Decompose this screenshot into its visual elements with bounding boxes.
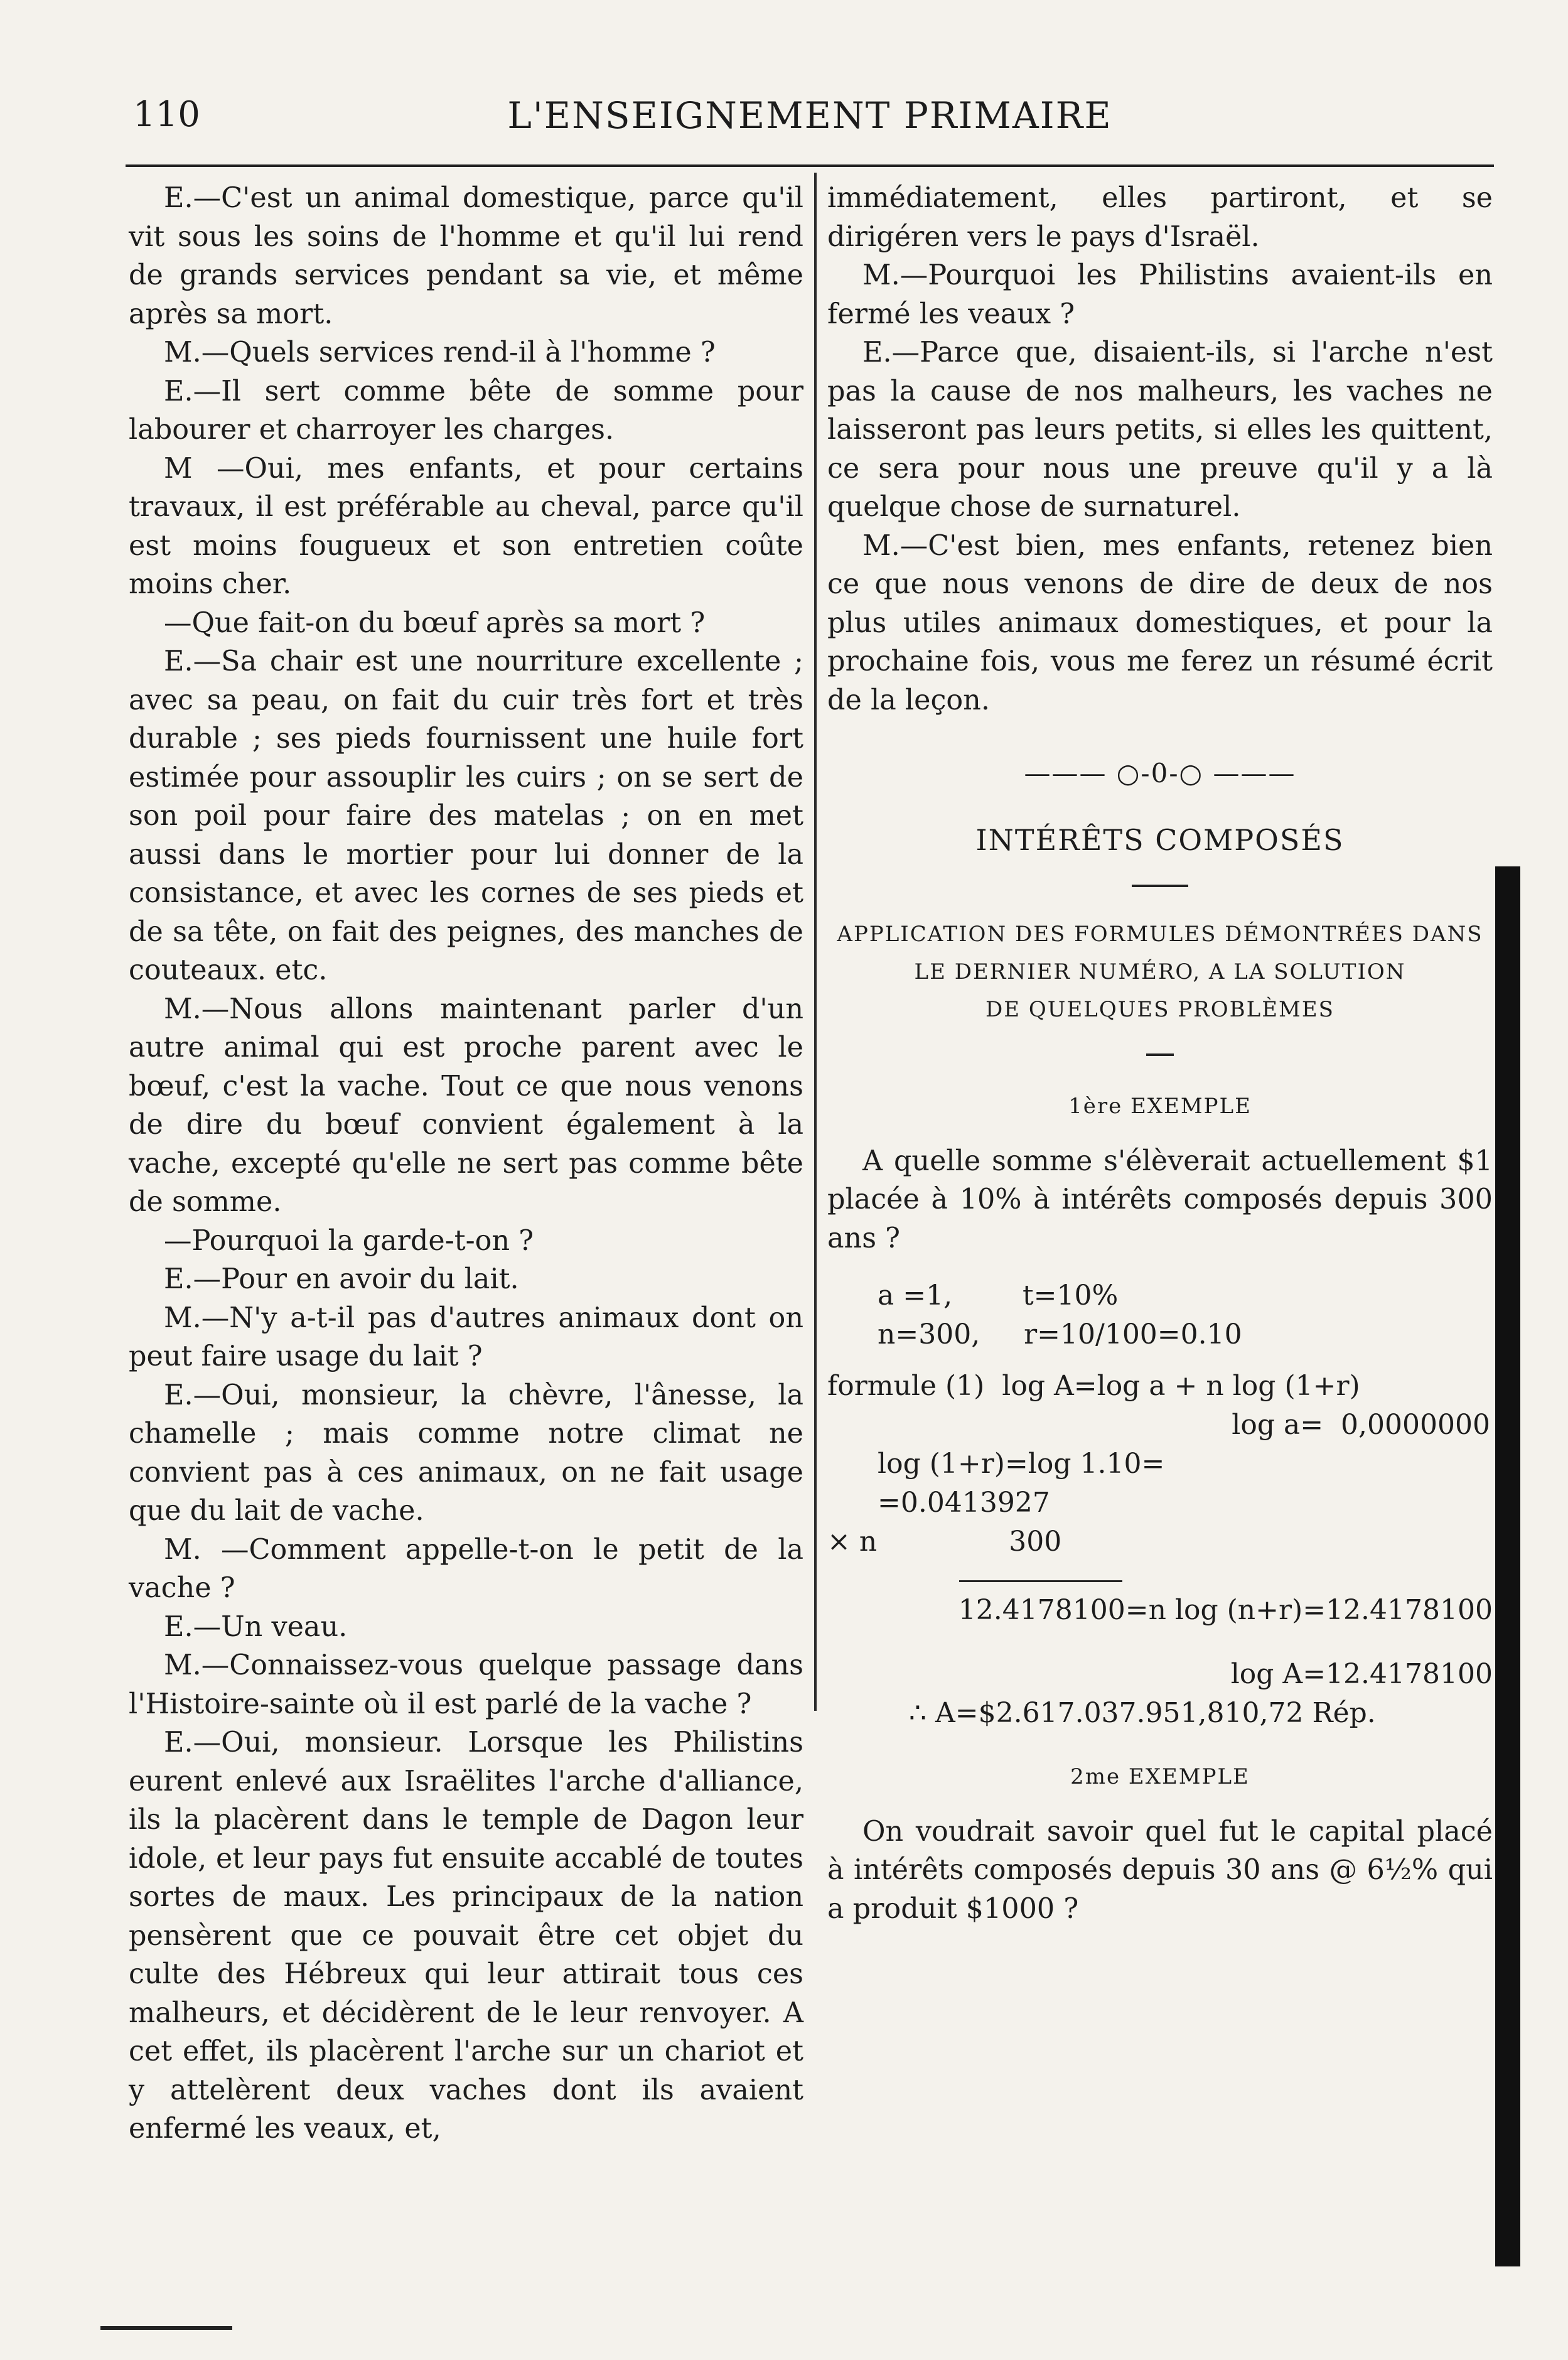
paragraph: M.—Pourquoi les Philistins avaient-ils en fermé les veaux ?: [827, 259, 1493, 330]
header-rule: [126, 164, 1494, 167]
subtitle-line: DE QUELQUES PROBLÈMES: [985, 997, 1334, 1022]
times-n-label: × n: [827, 1526, 878, 1558]
page-number: 110: [133, 94, 200, 135]
section-subtitle: [827, 915, 1493, 1028]
paragraph: E.—Pour en avoir du lait.: [164, 1263, 519, 1295]
paragraph: M.—Nous allons maintenant parler d'un autre animal qui est proche parent avec le bœuf, c'est la vache. Tout ce que nous venons de dire du bœuf convient également à la vache, excepté qu'elle ne sert pas comme bête de somme.: [129, 993, 803, 1218]
times-n-row: [827, 1522, 1493, 1561]
paragraph: E.—C'est un animal domestique, parce qu'il vit sous les soins de l'homme et qu'il lui rend de grands services pendant sa vie, et même après sa mort.: [129, 182, 803, 330]
subtitle-rule: [1146, 1053, 1174, 1056]
paragraph: E.—Oui, monsieur. Lorsque les Philistins eurent enlevé aux Israëlites l'arche d'alliance, ils la placèrent dans le temple de Dagon leur idole, et leur pays fut ensuite accablé de toutes sortes de maux. Les principaux de la nation pensèrent que ce pouvait être cet objet du culte des Hébreux qui leur attirait tous ces malheurs, et décidèrent de le leur renvoyer. A cet effet, ils placèrent l'arche sur un chariot et y attelèrent deux vaches dont ils avaient enfermé les veaux, et,: [129, 1727, 803, 2145]
example-2-title: 2me EXEMPLE: [1070, 1764, 1250, 1789]
footer-rule: [100, 2326, 232, 2330]
subtitle-line: APPLICATION DES FORMULES DÉMONTRÉES DANS: [837, 922, 1483, 947]
log-a: log a= 0,0000000: [1232, 1409, 1490, 1441]
times-n-value: 300: [1009, 1526, 1062, 1558]
example-2-problem: On voudrait savoir quel fut le capital placé à intérêts composés depuis 30 ans @ 6½% qui a produit $1000 ?: [827, 1815, 1493, 1925]
answer: ∴ A=$2.617.037.951,810,72 Rép.: [909, 1697, 1376, 1729]
formula: formule (1) log A=log a + n log (1+r): [827, 1370, 1360, 1402]
section-ornament: ——— ○-0-○ ———: [1024, 758, 1296, 789]
given-values: n=300, r=10/100=0.10: [878, 1318, 1242, 1350]
sum-rule: [959, 1561, 1122, 1582]
example-1-calculation: [827, 1276, 1493, 1733]
running-title: L'ENSEIGNEMENT PRIMAIRE: [507, 94, 1112, 137]
section-title: INTÉRÊTS COMPOSÉS: [975, 822, 1345, 857]
paragraph: —Que fait-on du bœuf après sa mort ?: [164, 606, 706, 639]
log-one-plus-r: log (1+r)=log 1.10=: [878, 1448, 1165, 1480]
subtitle-line: LE DERNIER NUMÉRO, A LA SOLUTION: [914, 959, 1406, 984]
product-line: 12.4178100=n log (n+r)=12.4178100: [958, 1594, 1493, 1626]
left-column: [129, 179, 803, 2148]
paragraph: M. —Comment appelle-t-on le petit de la vache ?: [129, 1533, 803, 1604]
paragraph-continuation: immédiatement, elles partiront, et se dirigéren vers le pays d'Israël.: [827, 182, 1493, 253]
page-header: [126, 82, 1494, 144]
example-1-title: 1ère EXEMPLE: [1068, 1094, 1252, 1119]
paragraph: M.—C'est bien, mes enfants, retenez bien ce que nous venons de dire de deux de nos plus utiles animaux domestiques, et pour la prochaine fois, vous me ferez un résumé écrit de la leçon.: [827, 529, 1493, 716]
paragraph: M —Oui, mes enfants, et pour certains travaux, il est préférable au cheval, parce qu'il est moins fougueux et son entretien coûte moins cher.: [129, 452, 803, 600]
paragraph: E.—Sa chair est une nourriture excellente ; avec sa peau, on fait du cuir très fort et très durable ; ses pieds fournissent une huile fort estimée pour assouplir les cuirs ; on se sert de son poil pour faire des matelas ; on en met aussi dans le mortier pour lui donner de la consistance, et avec les cornes de ses pieds et de sa tête, on fait des peignes, des manches de couteaux. etc.: [129, 645, 803, 986]
paragraph: E.—Un veau.: [164, 1610, 348, 1643]
paragraph: E.—Oui, monsieur, la chèvre, l'ânesse, la chamelle ; mais comme notre climat ne convient pas à ces animaux, on ne fait usage que du lait de vache.: [129, 1379, 803, 1527]
log-A: log A=12.4178100: [1230, 1658, 1493, 1690]
title-rule: [1132, 885, 1188, 887]
paragraph: M.—Quels services rend-il à l'homme ?: [164, 337, 716, 369]
paragraph: M.—N'y a-t-il pas d'autres animaux dont on peut faire usage du lait ?: [129, 1301, 803, 1372]
margin-bar: [1495, 866, 1520, 2266]
paragraph: —Pourquoi la garde-t-on ?: [164, 1224, 534, 1257]
column-divider: [814, 173, 817, 1711]
example-1-problem: A quelle somme s'élèverait actuellement $1 placée à 10% à intérêts composés depuis 300 ans ?: [827, 1145, 1493, 1254]
paragraph: E.—Parce que, disaient-ils, si l'arche n'est pas la cause de nos malheurs, les vaches ne laisseront pas leurs petits, si elles les quittent, ce sera pour nous une preuve qu'il y a là quelque chose de surnaturel.: [827, 337, 1493, 523]
right-column: [827, 179, 1493, 1928]
log-one-plus-r-value: =0.0413927: [878, 1487, 1050, 1519]
paragraph: M.—Connaissez-vous quelque passage dans l'Histoire-sainte où il est parlé de la vache ?: [129, 1649, 803, 1720]
given-values: a =1, t=10%: [878, 1280, 1119, 1312]
paragraph: E.—Il sert comme bête de somme pour labourer et charroyer les charges.: [129, 375, 803, 446]
